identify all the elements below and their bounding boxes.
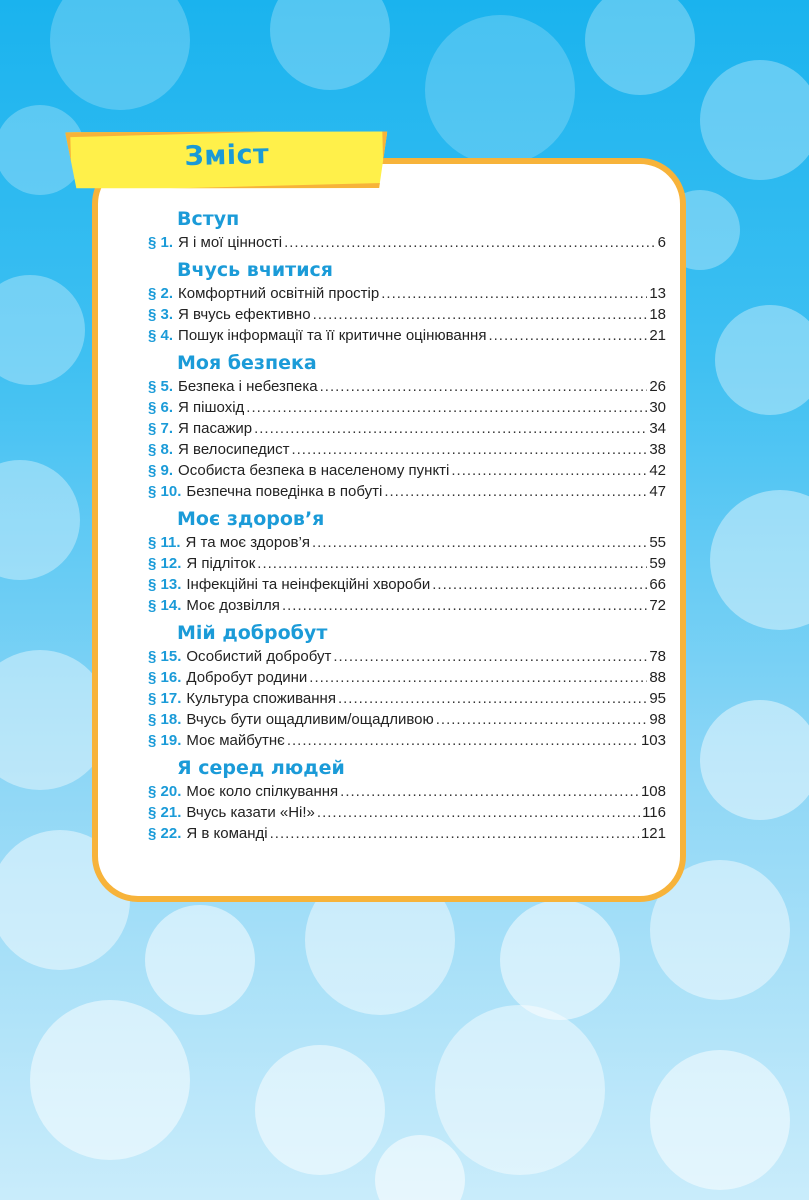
entry-page: 18	[649, 306, 666, 323]
entry-title: Добробут родини	[186, 669, 308, 686]
entry-number: § 18.	[148, 711, 182, 728]
entry-page: 38	[649, 441, 666, 458]
section-title: Я серед людей	[177, 757, 345, 779]
entry-page: 121	[640, 825, 666, 842]
dot-leader	[270, 823, 639, 844]
entry-title: Безпечна поведінка в побуті	[186, 483, 383, 500]
toc-entry[interactable]	[148, 667, 666, 688]
entry-page: 95	[649, 690, 666, 707]
dot-leader	[340, 781, 639, 802]
entry-page: 66	[649, 576, 666, 593]
entry-title: Я пасажир	[178, 420, 253, 437]
entry-number: § 13.	[148, 576, 182, 593]
entry-number: § 5.	[148, 378, 174, 395]
dot-leader	[338, 688, 647, 709]
entry-title: Вчусь казати «Ні!»	[186, 804, 315, 821]
entry-title: Пошук інформації та її критичне оцінювання	[178, 327, 487, 344]
entry-number: § 7.	[148, 420, 174, 437]
entry-title: Я підліток	[186, 555, 256, 572]
entry-number: § 14.	[148, 597, 182, 614]
dot-leader	[291, 439, 647, 460]
dot-leader	[333, 646, 647, 667]
page-title: Зміст	[184, 138, 270, 173]
entry-title: Я вчусь ефективно	[178, 306, 311, 323]
entry-number: § 10.	[148, 483, 182, 500]
entry-page: 59	[649, 555, 666, 572]
entry-title: Особиста безпека в населеному пункті	[178, 462, 450, 479]
entry-number: § 11.	[148, 534, 181, 551]
dot-leader	[313, 304, 648, 325]
toc-entry[interactable]	[148, 553, 666, 574]
toc-entry[interactable]	[148, 325, 666, 346]
toc-entry[interactable]	[148, 460, 666, 481]
entry-title: Я в команді	[186, 825, 268, 842]
contents-banner	[65, 124, 389, 196]
entry-title: Інфекційні та неінфекційні хвороби	[186, 576, 431, 593]
entry-page: 21	[649, 327, 666, 344]
entry-number: § 8.	[148, 441, 174, 458]
toc-entry[interactable]	[148, 283, 666, 304]
toc-entry[interactable]	[148, 304, 666, 325]
dot-leader	[287, 730, 639, 751]
entry-number: § 16.	[148, 669, 182, 686]
section-title: Моя безпека	[177, 352, 317, 374]
dot-leader	[282, 595, 647, 616]
entry-title: Безпека і небезпека	[178, 378, 318, 395]
toc-entry[interactable]	[148, 709, 666, 730]
toc-entry[interactable]	[148, 688, 666, 709]
dot-leader	[309, 667, 647, 688]
toc-entry[interactable]	[148, 823, 666, 844]
entry-number: § 9.	[148, 462, 174, 479]
toc-entry[interactable]	[148, 646, 666, 667]
entry-number: § 17.	[148, 690, 182, 707]
entry-number: § 20.	[148, 783, 182, 800]
entry-page: 34	[649, 420, 666, 437]
entry-number: § 4.	[148, 327, 174, 344]
entry-number: § 19.	[148, 732, 182, 749]
dot-leader	[384, 481, 647, 502]
entry-page: 103	[640, 732, 666, 749]
entry-page: 47	[649, 483, 666, 500]
entry-number: § 3.	[148, 306, 174, 323]
entry-page: 88	[649, 669, 666, 686]
section-title: Мій добробут	[177, 622, 328, 644]
dot-leader	[381, 283, 647, 304]
entry-title: Особистий добробут	[186, 648, 332, 665]
section-title: Вчусь вчитися	[177, 259, 333, 281]
entry-title: Я пішохід	[178, 399, 245, 416]
entry-title: Я велосипедист	[178, 441, 290, 458]
entry-number: § 2.	[148, 285, 174, 302]
dot-leader	[257, 553, 647, 574]
entry-title: Комфортний освітній простір	[178, 285, 380, 302]
entry-number: § 15.	[148, 648, 182, 665]
toc-entry[interactable]	[148, 232, 666, 253]
entry-page: 55	[649, 534, 666, 551]
entry-page: 13	[649, 285, 666, 302]
toc-entry[interactable]	[148, 532, 666, 553]
entry-title: Моє коло спілкування	[186, 783, 339, 800]
toc-entry[interactable]	[148, 418, 666, 439]
entry-page: 42	[649, 462, 666, 479]
section-title: Вступ	[177, 208, 240, 230]
dot-leader	[317, 802, 640, 823]
entry-title: Я та моє здоров’я	[185, 534, 310, 551]
dot-leader	[488, 325, 647, 346]
dot-leader	[436, 709, 648, 730]
toc-entry[interactable]	[148, 595, 666, 616]
entry-title: Культура споживання	[186, 690, 336, 707]
toc-entry[interactable]	[148, 730, 666, 751]
entry-number: § 21.	[148, 804, 182, 821]
toc-entry[interactable]	[148, 439, 666, 460]
dot-leader	[432, 574, 647, 595]
entry-page: 26	[649, 378, 666, 395]
entry-page: 116	[642, 804, 666, 821]
entry-title: Вчусь бути ощадливим/ощадливою	[186, 711, 434, 728]
dot-leader	[284, 232, 656, 253]
entry-number: § 1.	[148, 234, 174, 251]
section-title: Моє здоров’я	[177, 508, 325, 530]
entry-title: Моє дозвілля	[186, 597, 280, 614]
entry-page: 72	[649, 597, 666, 614]
toc-entry[interactable]	[148, 376, 666, 397]
entry-page: 98	[649, 711, 666, 728]
dot-leader	[312, 532, 647, 553]
entry-number: § 22.	[148, 825, 182, 842]
dot-leader	[320, 376, 648, 397]
dot-leader	[451, 460, 647, 481]
dot-leader	[246, 397, 647, 418]
toc-entry[interactable]	[148, 481, 666, 502]
dot-leader	[254, 418, 647, 439]
table-of-contents	[148, 202, 666, 844]
toc-entry[interactable]	[148, 574, 666, 595]
entry-title: Я і мої цінності	[178, 234, 283, 251]
toc-entry[interactable]	[148, 397, 666, 418]
toc-entry[interactable]	[148, 781, 666, 802]
entry-page: 6	[657, 234, 666, 251]
entry-number: § 6.	[148, 399, 174, 416]
entry-title: Моє майбутнє	[186, 732, 285, 749]
entry-number: § 12.	[148, 555, 182, 572]
entry-page: 78	[649, 648, 666, 665]
entry-page: 30	[649, 399, 666, 416]
entry-page: 108	[640, 783, 666, 800]
toc-entry[interactable]	[148, 802, 666, 823]
